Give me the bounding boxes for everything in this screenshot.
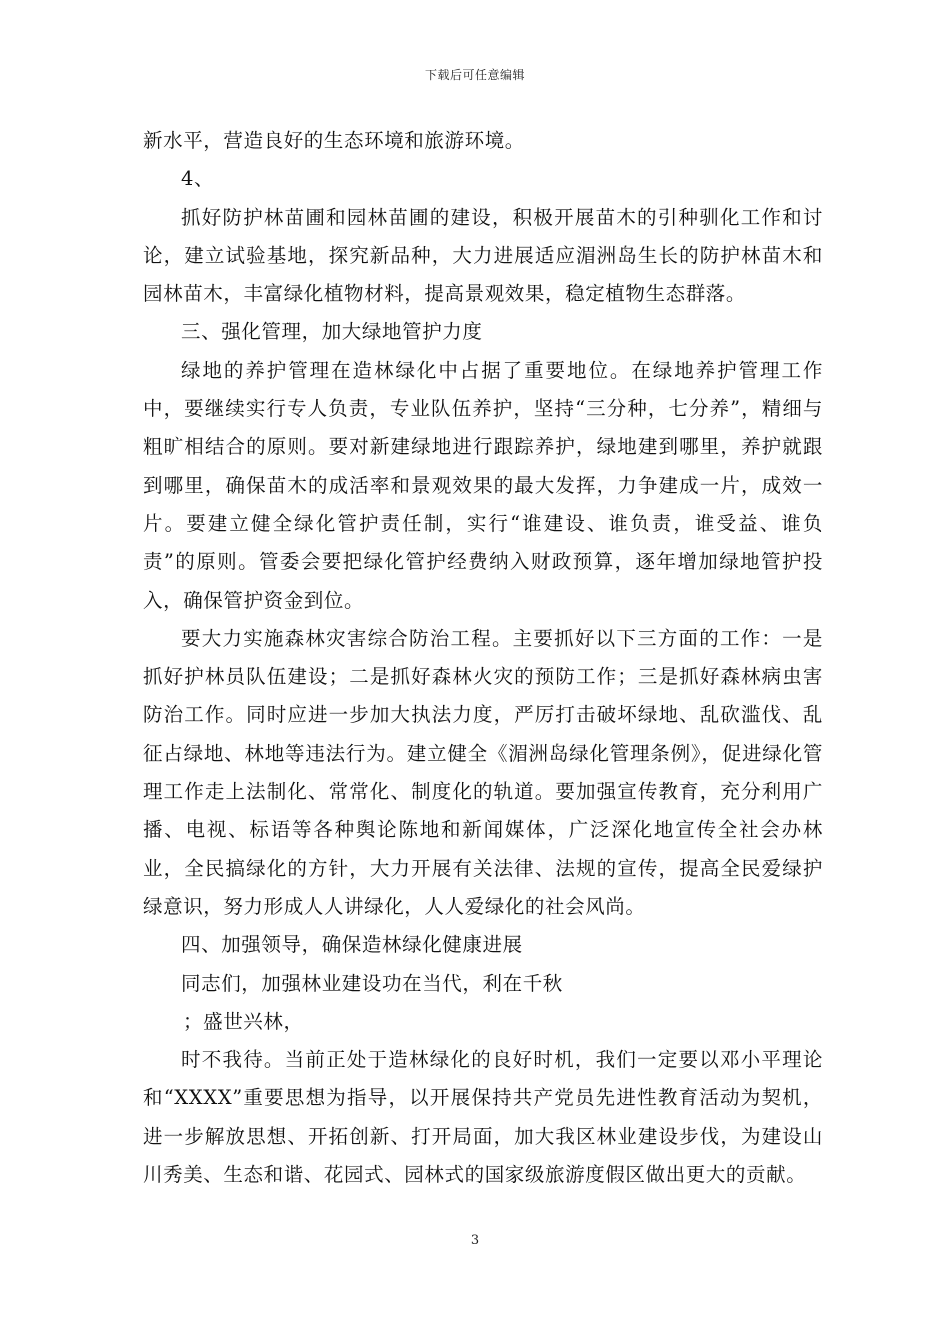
page-header: 下载后可任意编辑 (424, 68, 525, 82)
paragraph-fragment: ；盛世兴林， (183, 1009, 304, 1033)
paragraph-conclusion: 时不我待。当前正处于造林绿化的良好时机，我们一定要以邓小平理论和“XXXX”重要思想为指导，以开展保持共产党员先进性教育活动为契机，进一步解放思想、开拓创新、打开局面，加大我区林业建设步伐，为建设山川秀美、生态和谐、花园式、园林式的国家级旅游度假区做出更大的贡献。 (143, 1048, 823, 1187)
paragraph-maintenance: 绿地的养护管理在造林绿化中占据了重要地位。在绿地养护管理工作中，要继续实行专人负责，专业队伍养护，坚持“三分种，七分养”，精细与粗旷相结合的原则。要对新建绿地进行跟踪养护，绿地建到哪里，养护就跟到哪里，确保苗木的成活率和景观效果的最大发挥，力争建成一片，成效一片。要建立健全绿化管护责任制，实行“谁建设、谁负责，谁受益、谁负责”的原则。管委会要把绿化管护经费纳入财政预算，逐年增加绿地管护投入，确保管护资金到位。 (143, 358, 823, 612)
page-number: 3 (470, 1233, 480, 1248)
paragraph-disaster-prevention: 要大力实施森林灾害综合防治工程。主要抓好以下三方面的工作：一是抓好护林员队伍建设；二是抓好森林火灾的预防工作；三是抓好森林病虫害防治工作。同时应进一步加大执法力度，严厉打击破坏绿地、乱砍滥伐、乱征占绿地、林地等违法行为。建立健全《湄洲岛绿化管理条例》，促进绿化管理工作走上法制化、常常化、制度化的轨道。要加强宣传教育，充分利用广播、电视、标语等各种舆论陈地和新闻媒体，广泛深化地宣传全社会办林业，全民搞绿化的方针，大力开展有关法律、法规的宣传，提高全民爱绿护绿意识，努力形成人人讲绿化，人人爱绿化的社会风尚。 (143, 626, 823, 918)
section-heading-leadership: 四、加强领导，确保造林绿化健康进展 (181, 933, 523, 957)
list-number: 4、 (181, 167, 215, 191)
paragraph-nursery: 抓好防护林苗圃和园林苗圃的建设，积极开展苗木的引种驯化工作和讨论，建立试验基地，探究新品种，大力进展适应湄洲岛生长的防护林苗木和园林苗木，丰富绿化植物材料，提高景观效果，稳定植物生态群落。 (143, 205, 823, 306)
document-body (143, 122, 823, 1194)
paragraph-comrades: 同志们，加强林业建设功在当代，利在千秋 (181, 971, 563, 995)
paragraph-continuation: 新水平，营造良好的生态环境和旅游环境。 (143, 129, 525, 152)
section-heading-management: 三、强化管理，加大绿地管护力度 (181, 320, 483, 344)
